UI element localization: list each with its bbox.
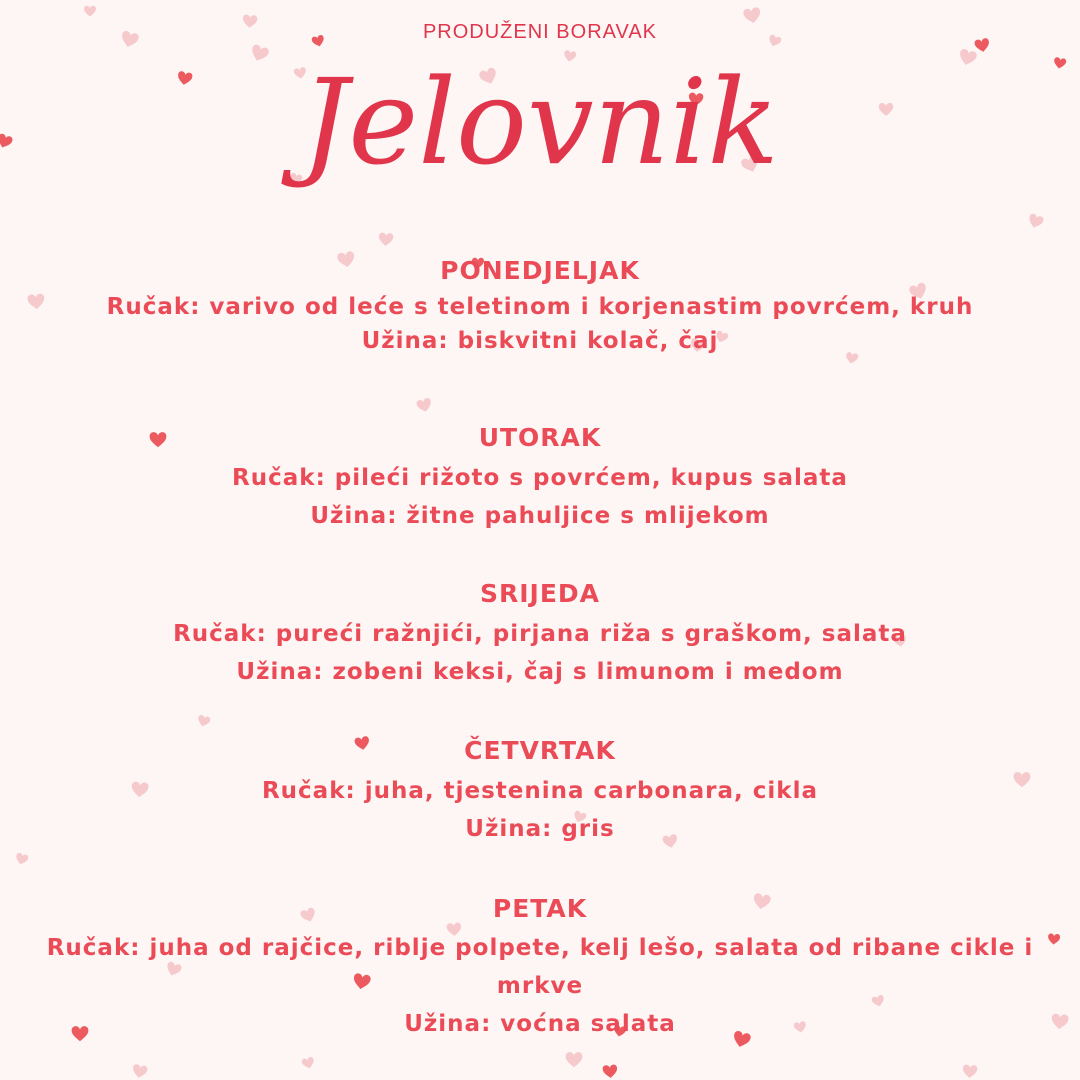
day-heading-tuesday: UTORAK (478, 423, 602, 452)
tuesday-lunch: Ručak: pileći rižoto s povrćem, kupus salata (232, 465, 848, 491)
day-heading-friday: PETAK (492, 894, 588, 923)
thursday-snack: Užina: gris (465, 816, 615, 842)
day-heading-thursday: ČETVRTAK (464, 736, 616, 765)
monday-lunch: Ručak: varivo od leće s teletinom i korjenastim povrćem, kruh (106, 294, 974, 320)
page-title: Jelovnik (301, 53, 779, 191)
tuesday-snack: Užina: žitne pahuljice s mlijekom (310, 503, 770, 529)
monday-snack: Užina: biskvitni kolač, čaj (361, 328, 719, 354)
friday-snack: Užina: voćna salata (404, 1011, 676, 1037)
wednesday-snack: Užina: zobeni keksi, čaj s limunom i medom (236, 659, 844, 685)
thursday-lunch: Ručak: juha, tjestenina carbonara, cikla (261, 778, 819, 804)
day-heading-wednesday: SRIJEDA (479, 579, 601, 608)
day-heading-monday: PONEDJELJAK (440, 256, 640, 285)
friday-lunch: Ručak: juha od rajčice, riblje polpete, kelj lešo, salata od ribane cikle i mrkve (46, 935, 1034, 999)
page-subtitle: PRODUŽENI BORAVAK (422, 21, 658, 43)
wednesday-lunch: Ručak: pureći ražnjići, pirjana riža s graškom, salata (173, 621, 907, 647)
